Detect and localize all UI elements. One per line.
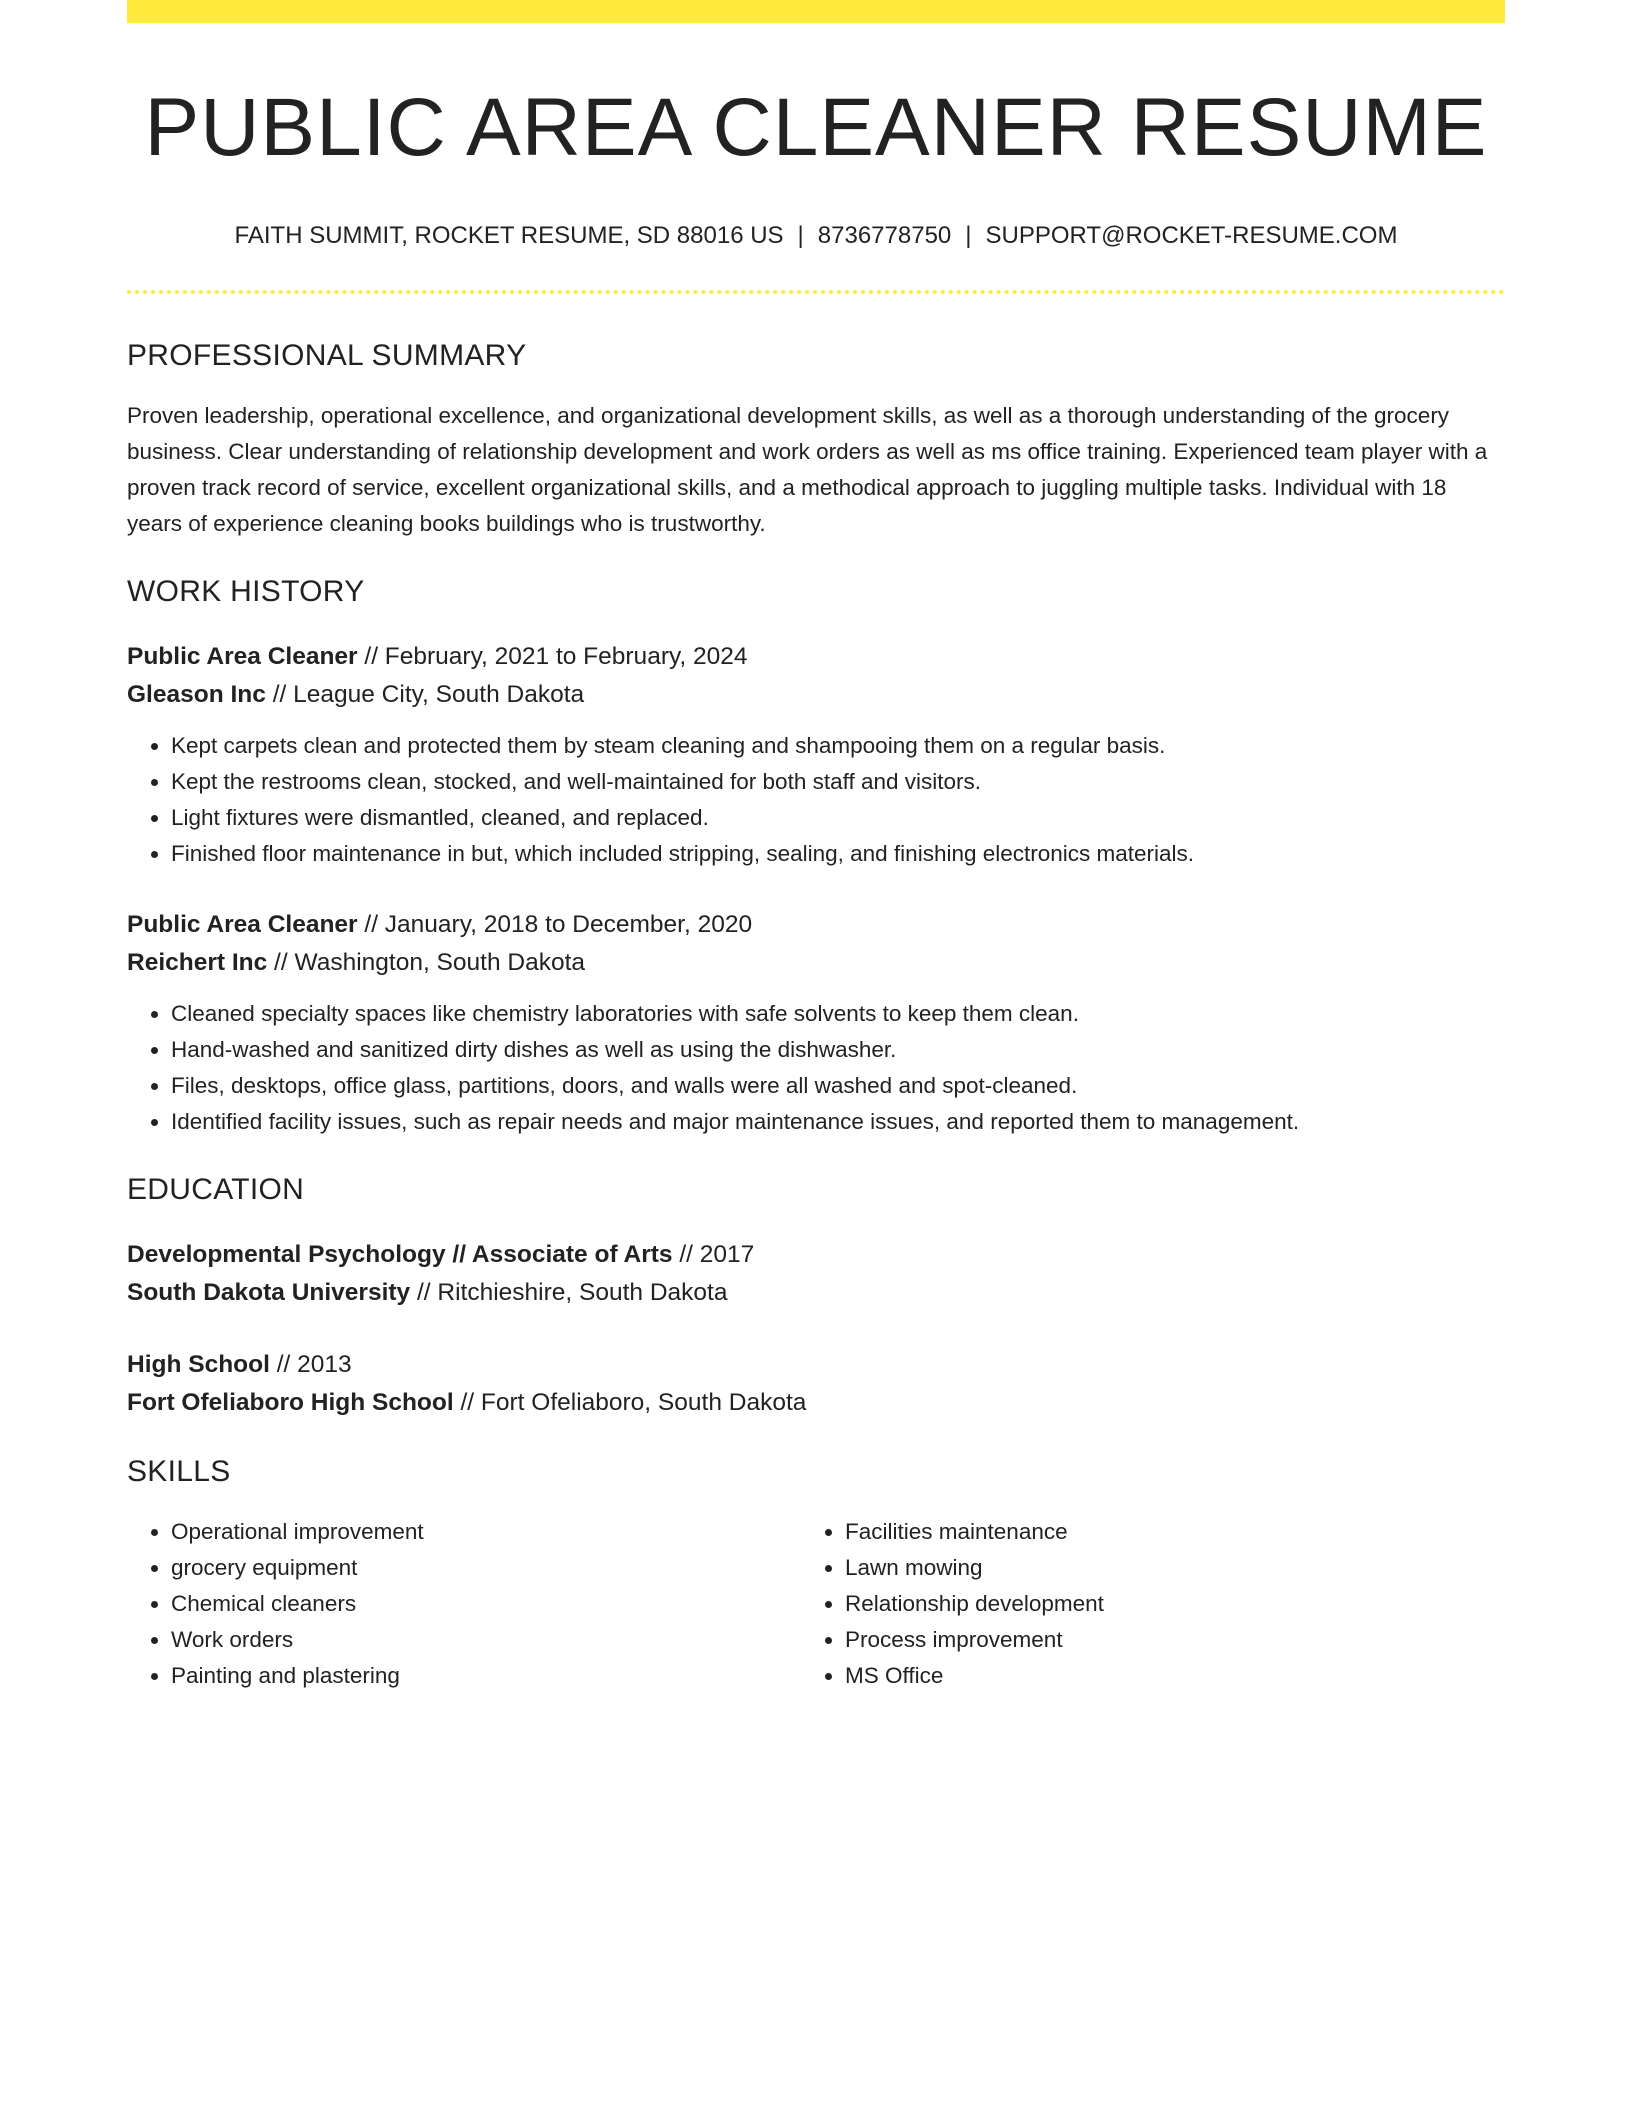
job-duties-list <box>127 728 1505 872</box>
resume-content <box>127 0 1505 1694</box>
job-duty: • Hand-washed and sanitized dirty dishes as well as using the dishwasher. <box>171 1032 1505 1068</box>
education-degree-line <box>127 1346 1505 1384</box>
summary-paragraph: Proven leadership, operational excellence, and organizational development skills, as well as a thorough understanding of the grocery business. Clear understanding of relationship development and work orders as well as ms office training. Experienced team player with a proven track record of service, excellent organizational skills, and a methodical approach to juggling multiple tasks. Individual with 18 years of experience cleaning books buildings who is trustworthy. <box>127 403 1488 536</box>
job-title-line <box>127 906 1505 944</box>
job-duty: • Kept carpets clean and protected them by steam cleaning and shampooing them on a regular basis. <box>171 728 1505 764</box>
skill-item: • Painting and plastering <box>171 1658 801 1694</box>
job-title: Public Area Cleaner <box>127 643 358 670</box>
contact-phone: 8736778750 <box>817 222 952 249</box>
education-school-line <box>127 1274 1505 1312</box>
job-company: Reichert Inc <box>127 949 268 976</box>
education-school-line <box>127 1384 1505 1422</box>
job-duty: • Files, desktops, office glass, partitions, doors, and walls were all washed and spot-cleaned. <box>171 1068 1505 1104</box>
education-school: South Dakota University <box>127 1279 411 1306</box>
job-title: Public Area Cleaner <box>127 911 358 938</box>
contact-address: FAITH SUMMIT, ROCKET RESUME, SD 88016 US <box>234 222 784 249</box>
education-degree: High School <box>127 1351 270 1378</box>
job-dates: // February, 2021 to February, 2024 <box>357 643 748 670</box>
education-year: // 2017 <box>672 1241 755 1268</box>
education-location: // Ritchieshire, South Dakota <box>410 1279 728 1306</box>
education-degree: Developmental Psychology // Associate of Arts <box>127 1241 673 1268</box>
skill-item: • Process improvement <box>845 1622 1475 1658</box>
contact-separator: | <box>797 222 804 249</box>
education-location: // Fort Ofeliaboro, South Dakota <box>453 1389 807 1416</box>
education-school: Fort Ofeliaboro High School <box>127 1389 454 1416</box>
section-heading-summary: PROFESSIONAL SUMMARY <box>127 339 527 372</box>
job-entry <box>127 638 1505 872</box>
contact-email: SUPPORT@ROCKET-RESUME.COM <box>985 222 1398 249</box>
skill-item: • MS Office <box>845 1658 1475 1694</box>
job-duty: • Cleaned specialty spaces like chemistry laboratories with safe solvents to keep them clean. <box>171 996 1505 1032</box>
job-duty: • Identified facility issues, such as repair needs and major maintenance issues, and reported them to management. <box>171 1104 1505 1140</box>
education-degree-line <box>127 1236 1505 1274</box>
job-location: // League City, South Dakota <box>265 681 585 708</box>
education-entry <box>127 1346 1505 1422</box>
education-entry <box>127 1236 1505 1312</box>
skills-columns <box>127 1514 1505 1694</box>
skill-item: • Relationship development <box>845 1586 1475 1622</box>
job-duties-list <box>127 996 1505 1140</box>
skills-list-right <box>801 1514 1475 1694</box>
section-heading-education: EDUCATION <box>127 1173 305 1206</box>
header-divider <box>127 290 1505 294</box>
skills-list-left <box>127 1514 801 1694</box>
job-entry <box>127 906 1505 1140</box>
job-duty: • Light fixtures were dismantled, cleaned, and replaced. <box>171 800 1505 836</box>
section-heading-work-history: WORK HISTORY <box>127 575 365 608</box>
job-company-line <box>127 944 1505 982</box>
resume-title: PUBLIC AREA CLEANER RESUME <box>144 82 1488 173</box>
job-company: Gleason Inc <box>127 681 266 708</box>
section-heading-skills: SKILLS <box>127 1455 231 1488</box>
job-location: // Washington, South Dakota <box>267 949 586 976</box>
skill-item: • Operational improvement <box>171 1514 801 1550</box>
skill-item: • Facilities maintenance <box>845 1514 1475 1550</box>
education-year: // 2013 <box>269 1351 352 1378</box>
job-company-line <box>127 676 1505 714</box>
job-dates: // January, 2018 to December, 2020 <box>357 911 753 938</box>
job-duty: • Kept the restrooms clean, stocked, and well-maintained for both staff and visitors. <box>171 764 1505 800</box>
skill-item: • Work orders <box>171 1622 801 1658</box>
contact-line <box>127 220 1505 252</box>
job-title-line <box>127 638 1505 676</box>
skill-item: • Lawn mowing <box>845 1550 1475 1586</box>
contact-separator: | <box>965 222 972 249</box>
job-duty: • Finished floor maintenance in but, which included stripping, sealing, and finishing electronics materials. <box>171 836 1505 872</box>
skill-item: • grocery equipment <box>171 1550 801 1586</box>
skill-item: • Chemical cleaners <box>171 1586 801 1622</box>
